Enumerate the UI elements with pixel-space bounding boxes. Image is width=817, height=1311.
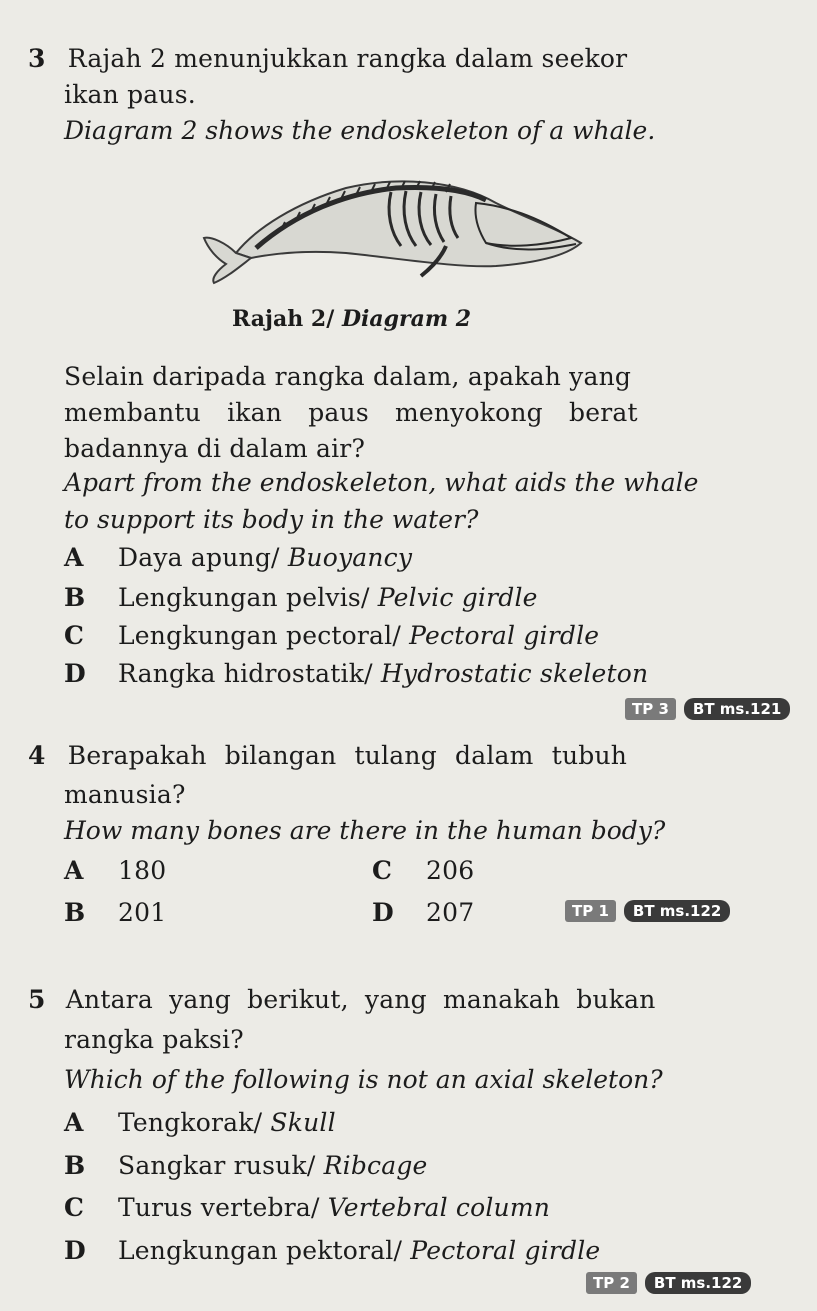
q5-option-c[interactable] [64, 1193, 550, 1222]
q3-option-d[interactable] [64, 659, 648, 688]
bt-page-badge: BT ms.122 [645, 1272, 751, 1294]
option-letter: B [64, 583, 86, 612]
option-ms: Daya apung/ [118, 543, 280, 572]
tp-badge: TP 2 [586, 1272, 637, 1294]
q3-stem-ms-line2: ikan paus. [64, 80, 196, 109]
q4-number: 4 [28, 741, 46, 770]
option-value: 207 [426, 898, 475, 927]
option-ms: Lengkungan pectoral/ [118, 621, 401, 650]
q5-badges [586, 1272, 751, 1294]
option-ms: Turus vertebra/ [118, 1193, 320, 1222]
option-ms: Lengkungan pelvis/ [118, 583, 370, 612]
q3-stem-ms-line1 [28, 44, 627, 73]
option-en: Ribcage [323, 1151, 428, 1180]
option-ms: Rangka hidrostatik/ [118, 659, 373, 688]
q4-badges [565, 900, 730, 922]
option-ms: Sangkar rusuk/ [118, 1151, 316, 1180]
option-letter: C [64, 1193, 85, 1222]
q3-stem-en: Diagram 2 shows the endoskeleton of a whale. [64, 116, 656, 145]
q3-badges [625, 698, 790, 720]
caption-en: Diagram 2 [341, 306, 472, 332]
q5-stem-ms-line2: rangka paksi? [64, 1025, 244, 1054]
option-value: 180 [118, 856, 167, 885]
q3-number: 3 [28, 44, 46, 73]
option-letter: C [64, 621, 85, 650]
q4-option-d[interactable] [372, 898, 474, 927]
option-ms: Lengkungan pektoral/ [118, 1236, 403, 1265]
q5-option-b[interactable] [64, 1151, 428, 1180]
q3-option-b[interactable] [64, 583, 538, 612]
q5-stem-ms-line1 [28, 985, 656, 1014]
option-letter: A [64, 1108, 84, 1137]
option-value: 206 [426, 856, 475, 885]
q4-option-b[interactable] [64, 898, 166, 927]
q3-option-c[interactable] [64, 621, 599, 650]
q5-option-a[interactable] [64, 1108, 336, 1137]
option-ms: Tengkorak/ [118, 1108, 263, 1137]
q3-question-en-2: to support its body in the water? [64, 505, 479, 534]
bt-page-badge: BT ms.122 [624, 900, 730, 922]
option-en: Buoyancy [287, 543, 413, 572]
option-letter: A [64, 543, 84, 572]
q5-stem-ms-text: Antara yang berikut, yang manakah bukan [65, 985, 656, 1014]
tp-badge: TP 3 [625, 698, 676, 720]
option-en: Skull [270, 1108, 336, 1137]
q3-option-a[interactable] [64, 543, 412, 572]
q5-stem-en: Which of the following is not an axial skeleton? [64, 1065, 663, 1094]
option-letter: A [64, 856, 84, 885]
option-en: Vertebral column [327, 1193, 551, 1222]
option-value: 201 [118, 898, 167, 927]
caption-ms: Rajah 2/ [232, 306, 335, 332]
option-letter: B [64, 898, 86, 927]
whale-skeleton-diagram [196, 158, 596, 288]
q4-stem-ms-line2: manusia? [64, 780, 186, 809]
diagram-caption [232, 306, 471, 332]
q3-question-en-1: Apart from the endoskeleton, what aids the whale [64, 468, 699, 497]
option-letter: D [64, 1236, 86, 1265]
tp-badge: TP 1 [565, 900, 616, 922]
q4-option-a[interactable] [64, 856, 166, 885]
q4-option-c[interactable] [372, 856, 474, 885]
q4-stem-en: How many bones are there in the human body? [64, 816, 666, 845]
option-letter: D [64, 659, 86, 688]
option-letter: B [64, 1151, 86, 1180]
q5-number: 5 [28, 985, 46, 1014]
option-letter: D [372, 898, 394, 927]
q5-option-d[interactable] [64, 1236, 600, 1265]
q4-stem-ms-text: Berapakah bilangan tulang dalam tubuh [67, 741, 628, 770]
option-en: Pectoral girdle [410, 1236, 601, 1265]
bt-page-badge: BT ms.121 [684, 698, 790, 720]
q3-question-ms-3: badannya di dalam air? [64, 434, 366, 463]
option-letter: C [372, 856, 393, 885]
q3-question-ms-1: Selain daripada rangka dalam, apakah yang [64, 362, 632, 391]
option-en: Hydrostatic skeleton [380, 659, 649, 688]
q3-stem-ms-text: Rajah 2 menunjukkan rangka dalam seekor [67, 44, 628, 73]
q3-question-ms-2: membantu ikan paus menyokong berat [64, 398, 638, 427]
option-en: Pectoral girdle [409, 621, 600, 650]
option-en: Pelvic girdle [377, 583, 538, 612]
q4-stem-ms-line1 [28, 741, 627, 770]
